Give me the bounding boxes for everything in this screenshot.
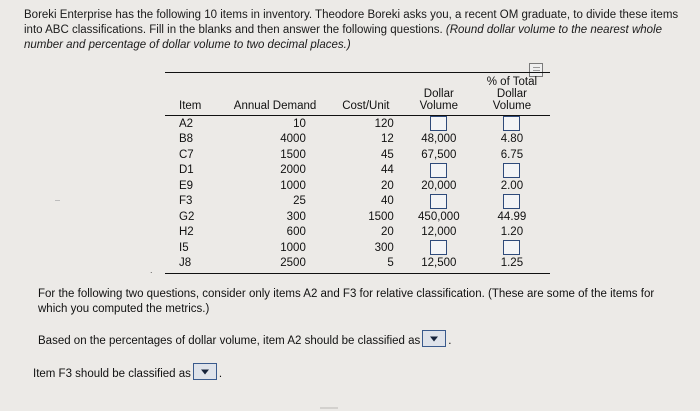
cell-item: D1 xyxy=(179,164,194,177)
cell-annual-demand: 600 xyxy=(286,226,306,239)
cell-annual-demand: 1500 xyxy=(280,148,306,161)
cell-dollar-volume: 450,000 xyxy=(418,210,460,223)
cell-dollar-volume: 67,500 xyxy=(421,148,457,161)
cell-cost-unit: 20 xyxy=(381,179,394,192)
cell-cost-unit: 12 xyxy=(381,133,394,146)
chevron-down-icon xyxy=(430,336,438,341)
header-dollar-volume-line1: Dollar xyxy=(423,88,454,100)
table-row xyxy=(165,163,550,179)
cell-annual-demand: 300 xyxy=(286,210,306,223)
cell-pct: 4.80 xyxy=(500,133,524,146)
pct-input[interactable] xyxy=(503,240,520,255)
cell-dollar-volume[interactable] xyxy=(404,240,474,256)
cell-item: E9 xyxy=(179,179,194,192)
cell-annual-demand: 1000 xyxy=(280,179,306,192)
dollar-volume-input[interactable] xyxy=(430,240,447,255)
dollar-volume-input[interactable] xyxy=(430,116,447,131)
cell-pct[interactable] xyxy=(474,116,550,132)
cell-dollar-volume[interactable] xyxy=(404,116,474,132)
dollar-volume-input[interactable] xyxy=(430,194,447,209)
note-line-2: which you computed the metrics.) xyxy=(38,303,210,315)
pct-input[interactable] xyxy=(503,116,520,131)
table-header-row-2 xyxy=(165,100,550,112)
cell-item: H2 xyxy=(179,226,194,239)
cell-cost-unit: 20 xyxy=(381,226,394,239)
cell-item: I5 xyxy=(179,241,189,254)
cell-pct: 2.00 xyxy=(500,179,524,192)
cell-pct[interactable] xyxy=(474,194,550,210)
cell-item: G2 xyxy=(179,210,195,223)
pct-input[interactable] xyxy=(503,163,520,178)
cell-cost-unit: 44 xyxy=(381,164,394,177)
cell-item: C7 xyxy=(179,148,194,161)
cell-item: A2 xyxy=(179,117,194,130)
cell-annual-demand: 2500 xyxy=(280,257,306,270)
cell-dollar-volume: 12,000 xyxy=(421,226,457,239)
header-pct-line1: % of Total Dollar xyxy=(486,76,538,100)
header-item: Item xyxy=(179,100,202,112)
cell-cost-unit: 1500 xyxy=(368,210,394,223)
header-dollar-volume-line2: Volume xyxy=(419,100,458,112)
cell-pct: 44.99 xyxy=(497,210,527,223)
cell-pct: 1.25 xyxy=(500,257,524,270)
cell-cost-unit: 40 xyxy=(381,195,394,208)
cell-annual-demand: 25 xyxy=(293,195,306,208)
table-row xyxy=(165,256,550,272)
cell-pct[interactable] xyxy=(474,163,550,179)
table-row xyxy=(165,194,550,210)
cell-cost-unit: 120 xyxy=(374,117,394,130)
cell-pct[interactable] xyxy=(474,240,550,256)
table-row xyxy=(165,147,550,163)
dollar-volume-input[interactable] xyxy=(430,163,447,178)
cell-pct: 1.20 xyxy=(500,226,524,239)
cell-dollar-volume: 12,500 xyxy=(421,257,457,270)
problem-line-2: items into ABC classifications. Fill in the blanks and then answer the following questions. xyxy=(24,9,679,36)
table-row xyxy=(165,178,550,194)
classification-dropdown-f3[interactable] xyxy=(193,363,217,380)
cell-dollar-volume[interactable] xyxy=(404,194,474,210)
problem-line-2-italic: (Round dollar volume to the xyxy=(445,24,588,36)
header-pct-line2: Volume xyxy=(492,100,532,112)
cell-dollar-volume: 48,000 xyxy=(421,133,457,146)
question-a2-text: Based on the percentages of dollar volume, item A2 should be classified as xyxy=(38,335,421,347)
cell-dollar-volume[interactable] xyxy=(404,163,474,179)
problem-line-3-italic: nearest whole number and percentage of dollar volume to two decimal places.) xyxy=(24,24,662,51)
cell-item: J8 xyxy=(179,257,192,270)
cell-annual-demand: 2000 xyxy=(280,164,306,177)
inventory-table-wrapper xyxy=(165,72,550,274)
row-marker: . xyxy=(150,265,153,275)
problem-line-1: Boreki Enterprise has the following 10 items in inventory. Theodore Boreki asks you, a recent OM graduate, to divide these xyxy=(24,9,648,21)
table-row xyxy=(165,209,550,225)
note-line-1: For the following two questions, consider only items A2 and F3 for relative classification. (These are some of the items for xyxy=(38,288,655,300)
cell-pct: 6.75 xyxy=(500,148,524,161)
pct-input[interactable] xyxy=(503,194,520,209)
table-row xyxy=(165,132,550,148)
question-f3 xyxy=(33,363,222,382)
cell-annual-demand: 10 xyxy=(293,117,306,130)
classification-dropdown-a2[interactable] xyxy=(422,330,446,347)
header-cost-unit: Cost/Unit xyxy=(342,100,390,112)
page-edge-mark xyxy=(55,200,60,201)
question-f3-period: . xyxy=(218,368,223,380)
page-bottom-mark xyxy=(320,407,338,409)
question-a2-period: . xyxy=(448,335,452,347)
cell-annual-demand: 1000 xyxy=(280,241,306,254)
chevron-down-icon xyxy=(201,369,209,374)
table-header-row-1 xyxy=(165,76,550,100)
question-a2 xyxy=(38,330,452,349)
table-bottom-rule xyxy=(165,271,550,274)
table-row xyxy=(165,225,550,241)
cell-item: F3 xyxy=(179,195,193,208)
cell-cost-unit: 5 xyxy=(387,257,394,270)
instruction-note xyxy=(38,287,668,317)
header-demand-spacer xyxy=(222,76,328,100)
table-row xyxy=(165,116,550,132)
header-item-spacer xyxy=(165,76,222,100)
cell-dollar-volume: 20,000 xyxy=(421,179,457,192)
cell-cost-unit: 300 xyxy=(374,241,394,254)
cell-item: B8 xyxy=(179,133,194,146)
inventory-table xyxy=(165,72,550,274)
header-annual-demand: Annual Demand xyxy=(233,100,317,112)
question-f3-text: Item F3 should be classified as xyxy=(33,368,191,380)
header-cost-spacer xyxy=(328,76,404,100)
cell-annual-demand: 4000 xyxy=(280,133,306,146)
cell-cost-unit: 45 xyxy=(381,148,394,161)
table-row xyxy=(165,240,550,256)
problem-statement xyxy=(24,8,684,53)
